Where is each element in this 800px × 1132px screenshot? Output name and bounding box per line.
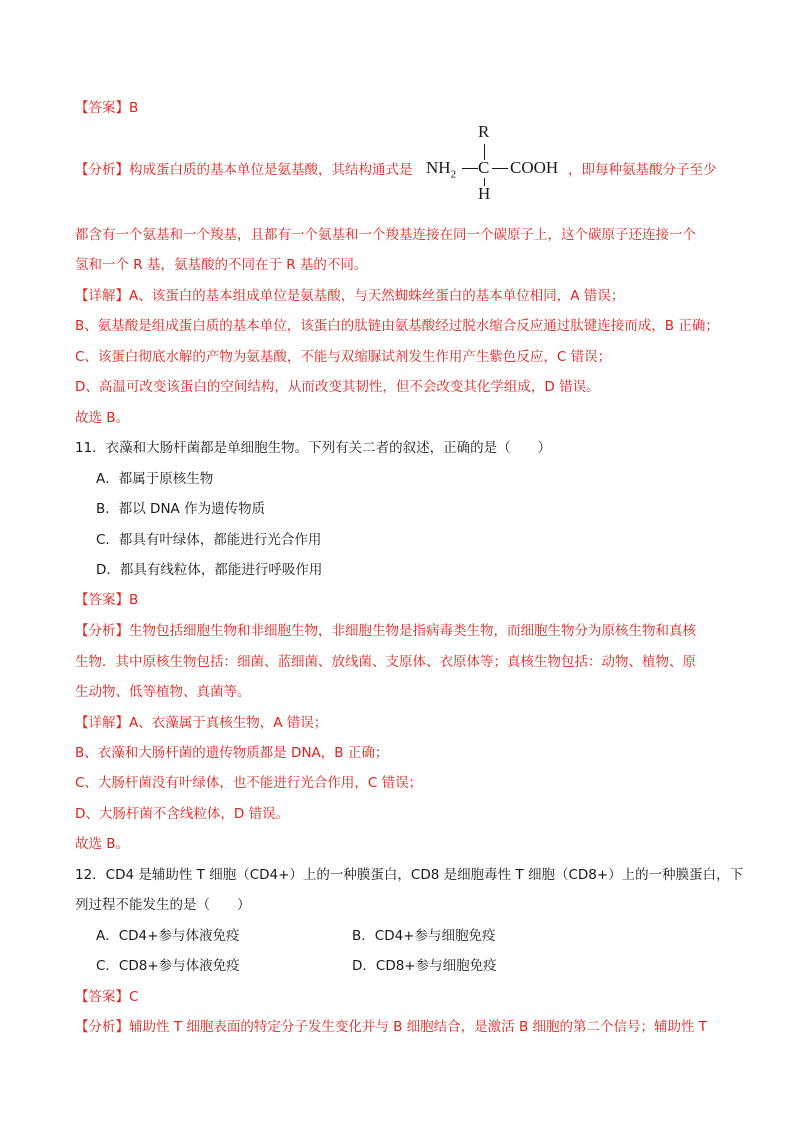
q10-detail-b: B、氨基酸是组成蛋白质的基本单位，该蛋白的肽链由氨基酸经过脱水缩合反应通过肽键连接而成，B 正确；	[75, 318, 719, 334]
q12-stem-line-2: 列过程不能发生的是（ ）	[75, 897, 251, 913]
q11-analysis-line-1: 【分析】生物包括细胞生物和非细胞生物，非细胞生物是指病毒类生物，而细胞生物分为原核生物和真核	[75, 623, 696, 639]
formula-bond-right	[492, 168, 508, 169]
q10-analysis-post: ，即每种氨基酸分子至少	[568, 162, 717, 178]
q10-analysis-line-3: 氢和一个 R 基，氨基酸的不同在于 R 基的不同。	[75, 257, 368, 273]
formula-hydrogen: H	[478, 184, 491, 203]
formula-alpha-carbon: C	[478, 158, 490, 177]
q11-detail-c: C、大肠杆菌没有叶绿体，也不能进行光合作用，C 错误；	[75, 775, 423, 791]
q10-analysis-pre: 【分析】构成蛋白质的基本单位是氨基酸，其结构通式是	[75, 162, 413, 178]
q12-option-a: A．CD4+参与体液免疫	[96, 928, 240, 944]
q12-option-c: C．CD8+参与体液免疫	[96, 958, 240, 974]
q11-detail-d: D、大肠杆菌不含线粒体，D 错误。	[75, 806, 290, 822]
q12-analysis-line-1: 【分析】辅助性 T 细胞表面的特定分子发生变化并与 B 细胞结合，是激活 B 细胞的第二个信号；辅助性 T	[75, 1019, 708, 1035]
q10-conclusion: 故选 B。	[75, 410, 130, 426]
q11-option-d: D．都具有线粒体，都能进行呼吸作用	[96, 562, 323, 578]
formula-bond-left	[462, 168, 478, 169]
q11-conclusion: 故选 B。	[75, 836, 130, 852]
q11-detail-b: B、衣藻和大肠杆菌的遗传物质都是 DNA，B 正确；	[75, 745, 389, 761]
q12-option-b: B．CD4+参与细胞免疫	[352, 928, 496, 944]
q11-option-c: C．都具有叶绿体，都能进行光合作用	[96, 532, 322, 548]
q10-analysis-line-2: 都含有一个氨基和一个羧基，且都有一个氨基和一个羧基连接在同一个碳原子上，这个碳原子还连接一个	[75, 227, 696, 243]
q11-option-b: B．都以 DNA 作为遗传物质	[96, 501, 266, 517]
formula-subscript: 2	[450, 168, 457, 181]
q11-stem: 11．衣藻和大肠杆菌都是单细胞生物。下列有关二者的叙述，正确的是（ ）	[75, 440, 552, 456]
q12-stem-line-1: 12．CD4 是辅助性 T 细胞（CD4+）上的一种膜蛋白，CD8 是细胞毒性 T 细胞（CD8+）上的一种膜蛋白，下	[75, 867, 744, 883]
q10-answer: 【答案】B	[75, 100, 139, 116]
amino-acid-structural-formula	[420, 122, 580, 204]
q11-detail-a: 【详解】A、衣藻属于真核生物，A 错误；	[75, 715, 328, 731]
q10-detail-c: C、该蛋白彻底水解的产物为氨基酸，不能与双缩脲试剂发生作用产生紫色反应，C 错误；	[75, 349, 612, 365]
formula-amino-group: $NH_2$	[426, 158, 457, 181]
q11-analysis-line-2: 生物．其中原核生物包括：细菌、蓝细菌、放线菌、支原体、衣原体等；真核生物包括：动物、植物、原	[75, 654, 696, 670]
formula-r-group: R	[478, 122, 490, 141]
q10-detail-a: 【详解】A、该蛋白的基本组成单位是氨基酸，与天然蜘蛛丝蛋白的基本单位相同，A 错误；	[75, 288, 625, 304]
q12-option-d: D．CD8+参与细胞免疫	[352, 958, 497, 974]
q11-answer: 【答案】B	[75, 592, 139, 608]
q10-detail-d: D、高温可改变该蛋白的空间结构，从而改变其韧性，但不会改变其化学组成，D 错误。	[75, 379, 600, 395]
q12-answer: 【答案】C	[75, 989, 139, 1005]
formula-carboxyl-group: COOH	[510, 158, 559, 177]
q11-option-a: A．都属于原核生物	[96, 471, 214, 487]
q11-analysis-line-3: 生动物、低等植物、真菌等。	[75, 684, 251, 700]
